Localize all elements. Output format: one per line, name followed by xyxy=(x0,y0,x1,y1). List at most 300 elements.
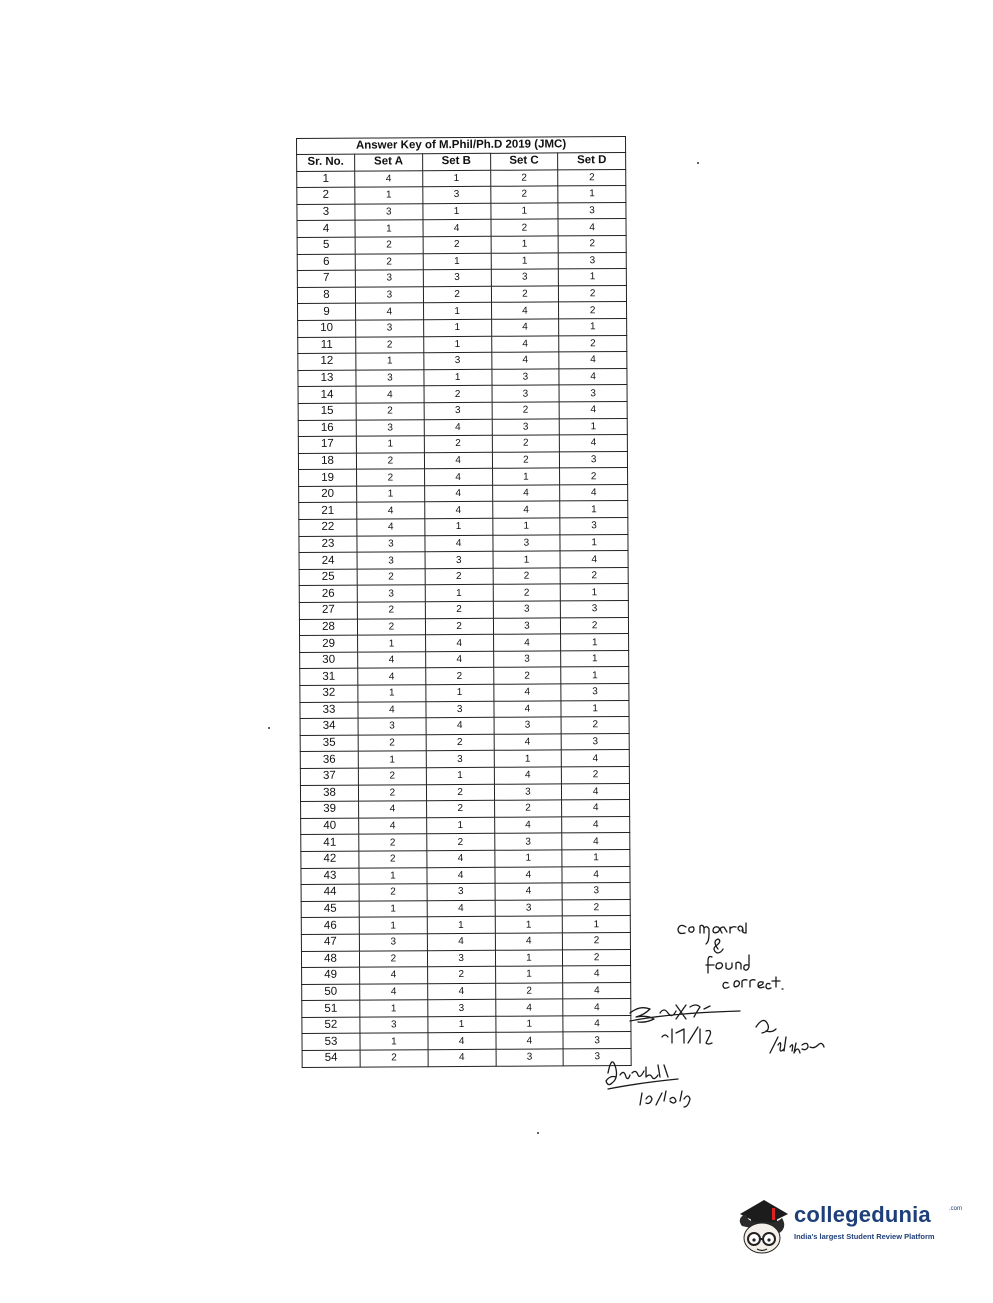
table-row xyxy=(299,584,628,603)
serial-number-cell: 29 xyxy=(300,635,358,652)
answer-cell: 2 xyxy=(559,285,627,302)
scan-dot xyxy=(268,727,270,729)
answer-cell: 3 xyxy=(355,204,423,221)
serial-number-cell: 47 xyxy=(301,934,359,951)
answer-cell: 3 xyxy=(426,751,494,768)
answer-cell: 2 xyxy=(357,569,425,586)
answer-cell: 2 xyxy=(360,1050,428,1067)
answer-cell: 2 xyxy=(562,766,630,783)
answer-cell: 4 xyxy=(491,302,559,319)
table-row xyxy=(299,551,628,570)
answer-cell: 1 xyxy=(428,1016,496,1033)
answer-cell: 2 xyxy=(493,584,561,601)
answer-cell: 1 xyxy=(359,900,427,917)
table-row xyxy=(300,650,629,669)
answer-cell: 2 xyxy=(356,403,424,420)
answer-cell: 1 xyxy=(423,253,491,270)
answer-cell: 4 xyxy=(355,170,423,187)
answer-cell: 3 xyxy=(561,683,629,700)
answer-cell: 1 xyxy=(359,867,427,884)
serial-number-cell: 52 xyxy=(302,1017,360,1034)
answer-cell: 2 xyxy=(491,219,559,236)
serial-number-cell: 4 xyxy=(297,221,355,238)
answer-cell: 2 xyxy=(492,435,560,452)
answer-cell: 2 xyxy=(426,734,494,751)
answer-cell: 1 xyxy=(562,849,630,866)
signature-2 xyxy=(756,1020,824,1053)
answer-cell: 2 xyxy=(559,302,627,319)
answer-cell: 2 xyxy=(492,452,560,469)
answer-cell: 4 xyxy=(425,635,493,652)
answer-cell: 4 xyxy=(562,783,630,800)
table-row xyxy=(299,518,628,537)
table-row xyxy=(298,451,627,470)
table-row xyxy=(299,601,628,620)
answer-cell: 2 xyxy=(563,949,631,966)
answer-cell: 1 xyxy=(425,518,493,535)
answer-cell: 1 xyxy=(559,418,627,435)
answer-cell: 2 xyxy=(356,336,424,353)
answer-cell: 1 xyxy=(425,585,493,602)
answer-cell: 1 xyxy=(423,336,491,353)
answer-cell: 2 xyxy=(490,186,558,203)
table-row xyxy=(301,833,630,852)
serial-number-cell: 42 xyxy=(301,851,359,868)
answer-cell: 1 xyxy=(558,186,626,203)
answer-cell: 4 xyxy=(424,485,492,502)
brand-name: collegedunia xyxy=(794,1202,931,1227)
serial-number-cell: 5 xyxy=(297,237,355,254)
serial-number-cell: 8 xyxy=(297,287,355,304)
serial-number-cell: 48 xyxy=(301,951,359,968)
answer-cell: 4 xyxy=(426,717,494,734)
scan-dot xyxy=(537,1132,539,1134)
answer-cell: 1 xyxy=(356,353,424,370)
answer-cell: 2 xyxy=(495,983,563,1000)
serial-number-cell: 2 xyxy=(297,187,355,204)
answer-cell: 2 xyxy=(424,386,492,403)
answer-cell: 1 xyxy=(559,269,627,286)
answer-cell: 3 xyxy=(494,717,562,734)
answer-cell: 1 xyxy=(360,1033,428,1050)
serial-number-cell: 39 xyxy=(301,801,359,818)
answer-cell: 4 xyxy=(427,867,495,884)
answer-cell: 1 xyxy=(426,767,494,784)
table-row xyxy=(301,883,630,902)
header-row xyxy=(297,152,626,171)
mascot-icon xyxy=(734,1196,792,1258)
answer-cell: 3 xyxy=(424,402,492,419)
table-row xyxy=(302,1032,631,1051)
answer-cell: 4 xyxy=(359,817,427,834)
answer-cell: 3 xyxy=(359,934,427,951)
answer-cell: 3 xyxy=(493,618,561,635)
answer-cell: 4 xyxy=(358,668,426,685)
answer-cell: 3 xyxy=(496,1049,564,1066)
answer-cell: 3 xyxy=(360,1017,428,1034)
serial-number-cell: 51 xyxy=(302,1000,360,1017)
answer-cell: 4 xyxy=(427,900,495,917)
answer-cell: 3 xyxy=(357,552,425,569)
answer-key-table xyxy=(296,136,632,1068)
answer-cell: 4 xyxy=(495,883,563,900)
column-header-set-a: Set A xyxy=(355,154,423,171)
answer-cell: 1 xyxy=(495,1016,563,1033)
table-row xyxy=(297,235,626,254)
serial-number-cell: 41 xyxy=(301,834,359,851)
answer-cell: 4 xyxy=(562,816,630,833)
serial-number-cell: 54 xyxy=(302,1050,360,1067)
serial-number-cell: 36 xyxy=(300,752,358,769)
answer-cell: 4 xyxy=(492,501,560,518)
serial-number-cell: 18 xyxy=(298,453,356,470)
serial-number-cell: 17 xyxy=(298,436,356,453)
serial-number-cell: 7 xyxy=(297,270,355,287)
answer-cell: 4 xyxy=(425,535,493,552)
answer-cell: 4 xyxy=(560,551,628,568)
serial-number-cell: 46 xyxy=(301,917,359,934)
signature-3-date xyxy=(640,1091,690,1107)
answer-cell: 4 xyxy=(559,352,627,369)
serial-number-cell: 3 xyxy=(297,204,355,221)
handwriting-compared xyxy=(678,923,746,944)
table-row xyxy=(298,352,627,371)
collegedunia-logo xyxy=(734,1196,964,1266)
answer-cell: 3 xyxy=(358,718,426,735)
table-row xyxy=(298,302,627,321)
table-row xyxy=(300,783,629,802)
answer-cell: 4 xyxy=(491,352,559,369)
serial-number-cell: 22 xyxy=(299,519,357,536)
table-row xyxy=(301,800,630,819)
answer-cell: 2 xyxy=(355,253,423,270)
answer-cell: 4 xyxy=(424,469,492,486)
answer-cell: 4 xyxy=(425,651,493,668)
serial-number-cell: 35 xyxy=(300,735,358,752)
table-row xyxy=(297,219,626,238)
answer-cell: 1 xyxy=(426,817,494,834)
serial-number-cell: 30 xyxy=(300,652,358,669)
answer-cell: 3 xyxy=(492,385,560,402)
answer-cell: 4 xyxy=(428,1033,496,1050)
answer-cell: 3 xyxy=(355,286,423,303)
answer-cell: 3 xyxy=(561,601,629,618)
serial-number-cell: 19 xyxy=(299,469,357,486)
answer-cell: 2 xyxy=(558,169,626,186)
answer-cell: 4 xyxy=(423,220,491,237)
answer-cell: 2 xyxy=(563,932,631,949)
answer-cell: 1 xyxy=(495,949,563,966)
serial-number-cell: 40 xyxy=(301,818,359,835)
answer-cell: 3 xyxy=(560,518,628,535)
answer-cell: 4 xyxy=(560,435,628,452)
answer-cell: 2 xyxy=(493,667,561,684)
answer-cell: 1 xyxy=(423,203,491,220)
answer-cell: 3 xyxy=(491,369,559,386)
answer-key-title: Answer Key of M.Phil/Ph.D 2019 (JMC) xyxy=(297,136,626,154)
answer-cell: 1 xyxy=(422,170,490,187)
answer-cell: 4 xyxy=(358,701,426,718)
serial-number-cell: 44 xyxy=(301,884,359,901)
answer-cell: 4 xyxy=(494,734,562,751)
handwriting-correct xyxy=(723,977,783,989)
answer-cell: 4 xyxy=(356,386,424,403)
serial-number-cell: 21 xyxy=(299,503,357,520)
serial-number-cell: 26 xyxy=(299,586,357,603)
serial-number-cell: 12 xyxy=(298,353,356,370)
answer-cell: 1 xyxy=(492,518,560,535)
answer-cell: 1 xyxy=(426,684,494,701)
table-row xyxy=(298,318,627,337)
answer-cell: 1 xyxy=(359,917,427,934)
answer-cell: 2 xyxy=(424,435,492,452)
table-row xyxy=(301,849,630,868)
answer-cell: 4 xyxy=(493,700,561,717)
answer-cell: 3 xyxy=(494,783,562,800)
answer-cell: 3 xyxy=(562,883,630,900)
answer-key-sheet xyxy=(296,136,632,1068)
answer-cell: 2 xyxy=(356,452,424,469)
answer-cell: 4 xyxy=(495,1032,563,1049)
table-row xyxy=(297,285,626,304)
answer-cell: 2 xyxy=(560,567,628,584)
serial-number-cell: 27 xyxy=(299,602,357,619)
answer-cell: 4 xyxy=(494,817,562,834)
answer-cell: 2 xyxy=(494,800,562,817)
answer-cell: 1 xyxy=(491,236,559,253)
answer-cell: 1 xyxy=(495,916,563,933)
answer-cell: 3 xyxy=(357,585,425,602)
answer-cell: 3 xyxy=(492,418,560,435)
answer-cell: 1 xyxy=(358,635,426,652)
answer-cell: 2 xyxy=(359,834,427,851)
signature-1-date xyxy=(662,1027,712,1044)
table-row xyxy=(300,634,629,653)
answer-cell: 2 xyxy=(358,768,426,785)
serial-number-cell: 25 xyxy=(299,569,357,586)
answer-cell: 1 xyxy=(424,369,492,386)
answer-cell: 3 xyxy=(424,352,492,369)
serial-number-cell: 45 xyxy=(301,901,359,918)
answer-cell: 2 xyxy=(492,402,560,419)
table-row xyxy=(297,269,626,288)
answer-cell: 4 xyxy=(492,485,560,502)
table-row xyxy=(297,169,626,188)
table-row xyxy=(301,899,630,918)
answer-cell: 4 xyxy=(360,983,428,1000)
answer-cell: 3 xyxy=(495,900,563,917)
answer-cell: 3 xyxy=(560,451,628,468)
table-row xyxy=(300,733,629,752)
table-row xyxy=(299,567,628,586)
answer-cell: 1 xyxy=(560,584,628,601)
serial-number-cell: 16 xyxy=(298,420,356,437)
answer-cell: 4 xyxy=(428,1049,496,1066)
answer-cell: 2 xyxy=(359,950,427,967)
answer-cell: 3 xyxy=(491,269,559,286)
answer-cell: 4 xyxy=(562,833,630,850)
answer-cell: 4 xyxy=(358,652,426,669)
table-row xyxy=(302,1015,631,1034)
answer-cell: 1 xyxy=(491,252,559,269)
table-row xyxy=(301,949,630,968)
answer-cell: 1 xyxy=(560,534,628,551)
column-header-set-c: Set C xyxy=(490,153,558,170)
answer-cell: 2 xyxy=(357,469,425,486)
answer-cell: 2 xyxy=(359,851,427,868)
table-row xyxy=(302,1049,631,1068)
table-row xyxy=(298,335,627,354)
answer-cell: 4 xyxy=(491,335,559,352)
table-row xyxy=(299,501,628,520)
brand-tagline: India's largest Student Review Platform xyxy=(794,1232,935,1241)
answer-cell: 3 xyxy=(563,1032,631,1049)
answer-cell: 1 xyxy=(561,650,629,667)
answer-cell: 1 xyxy=(494,850,562,867)
answer-cell: 1 xyxy=(493,551,561,568)
answer-cell: 3 xyxy=(427,883,495,900)
answer-cell: 3 xyxy=(423,269,491,286)
handwritten-annotations xyxy=(600,905,840,1145)
answer-cell: 4 xyxy=(494,767,562,784)
answer-cell: 4 xyxy=(563,982,631,999)
answer-cell: 4 xyxy=(427,933,495,950)
serial-number-cell: 53 xyxy=(302,1034,360,1051)
table-row xyxy=(301,932,630,951)
handwriting-found xyxy=(706,955,749,973)
answer-cell: 3 xyxy=(428,1000,496,1017)
serial-number-cell: 37 xyxy=(300,768,358,785)
serial-number-cell: 14 xyxy=(298,386,356,403)
serial-number-cell: 33 xyxy=(300,702,358,719)
table-row xyxy=(299,534,628,553)
answer-key-body xyxy=(297,169,631,1067)
answer-cell: 2 xyxy=(359,884,427,901)
answer-cell: 2 xyxy=(426,784,494,801)
serial-number-cell: 10 xyxy=(298,320,356,337)
answer-cell: 4 xyxy=(359,801,427,818)
answer-cell: 2 xyxy=(561,617,629,634)
answer-cell: 1 xyxy=(357,486,425,503)
answer-cell: 3 xyxy=(493,601,561,618)
answer-cell: 4 xyxy=(563,1015,631,1032)
answer-cell: 4 xyxy=(558,219,626,236)
table-row xyxy=(300,717,629,736)
answer-cell: 2 xyxy=(357,618,425,635)
answer-cell: 1 xyxy=(423,303,491,320)
answer-cell: 1 xyxy=(490,203,558,220)
serial-number-cell: 24 xyxy=(299,552,357,569)
answer-cell: 4 xyxy=(563,966,631,983)
answer-cell: 3 xyxy=(356,419,424,436)
serial-number-cell: 20 xyxy=(299,486,357,503)
answer-cell: 2 xyxy=(491,286,559,303)
answer-cell: 1 xyxy=(427,917,495,934)
answer-cell: 4 xyxy=(424,452,492,469)
answer-cell: 1 xyxy=(560,501,628,518)
answer-cell: 4 xyxy=(424,502,492,519)
answer-cell: 3 xyxy=(559,385,627,402)
answer-cell: 2 xyxy=(425,668,493,685)
answer-cell: 2 xyxy=(425,568,493,585)
serial-number-cell: 43 xyxy=(301,868,359,885)
answer-cell: 1 xyxy=(559,318,627,335)
signature-3 xyxy=(606,1062,678,1089)
table-row xyxy=(301,866,630,885)
table-row xyxy=(302,999,631,1018)
answer-cell: 4 xyxy=(494,866,562,883)
answer-cell: 2 xyxy=(358,734,426,751)
table-row xyxy=(300,683,629,702)
table-row xyxy=(298,435,627,454)
answer-cell: 4 xyxy=(562,800,630,817)
serial-number-cell: 31 xyxy=(300,669,358,686)
answer-cell: 2 xyxy=(426,800,494,817)
serial-number-cell: 49 xyxy=(302,967,360,984)
answer-cell: 1 xyxy=(358,751,426,768)
answer-cell: 1 xyxy=(563,916,631,933)
answer-cell: 2 xyxy=(562,899,630,916)
answer-cell: 4 xyxy=(495,999,563,1016)
answer-cell: 2 xyxy=(560,468,628,485)
answer-cell: 2 xyxy=(493,568,561,585)
answer-cell: 2 xyxy=(355,237,423,254)
table-row xyxy=(301,916,630,935)
answer-cell: 3 xyxy=(563,1049,631,1066)
table-row xyxy=(297,252,626,271)
answer-cell: 3 xyxy=(561,733,629,750)
answer-cell: 4 xyxy=(493,684,561,701)
answer-cell: 2 xyxy=(357,602,425,619)
answer-cell: 2 xyxy=(423,286,491,303)
answer-cell: 3 xyxy=(558,202,626,219)
serial-number-cell: 11 xyxy=(298,337,356,354)
answer-cell: 4 xyxy=(563,999,631,1016)
answer-cell: 3 xyxy=(355,270,423,287)
answer-cell: 4 xyxy=(493,634,561,651)
answer-cell: 4 xyxy=(560,484,628,501)
answer-cell: 4 xyxy=(424,419,492,436)
answer-cell: 2 xyxy=(561,717,629,734)
answer-cell: 1 xyxy=(492,468,560,485)
answer-cell: 4 xyxy=(559,368,627,385)
table-row xyxy=(302,982,631,1001)
answer-cell: 1 xyxy=(355,187,423,204)
table-row xyxy=(298,401,627,420)
answer-cell: 4 xyxy=(357,519,425,536)
table-row xyxy=(299,484,628,503)
scan-dot xyxy=(697,162,699,164)
table-row xyxy=(297,186,626,205)
table-row xyxy=(300,750,629,769)
answer-cell: 4 xyxy=(356,303,424,320)
signature-1 xyxy=(630,1005,740,1022)
table-row xyxy=(299,468,628,487)
serial-number-cell: 34 xyxy=(300,718,358,735)
answer-cell: 2 xyxy=(427,834,495,851)
answer-cell: 1 xyxy=(495,966,563,983)
serial-number-cell: 9 xyxy=(298,303,356,320)
answer-cell: 1 xyxy=(561,700,629,717)
serial-number-cell: 23 xyxy=(299,536,357,553)
answer-cell: 3 xyxy=(427,950,495,967)
serial-number-cell: 13 xyxy=(298,370,356,387)
answer-cell: 4 xyxy=(562,866,630,883)
answer-cell: 2 xyxy=(425,618,493,635)
answer-cell: 3 xyxy=(494,833,562,850)
answer-cell: 2 xyxy=(559,335,627,352)
answer-cell: 1 xyxy=(494,750,562,767)
